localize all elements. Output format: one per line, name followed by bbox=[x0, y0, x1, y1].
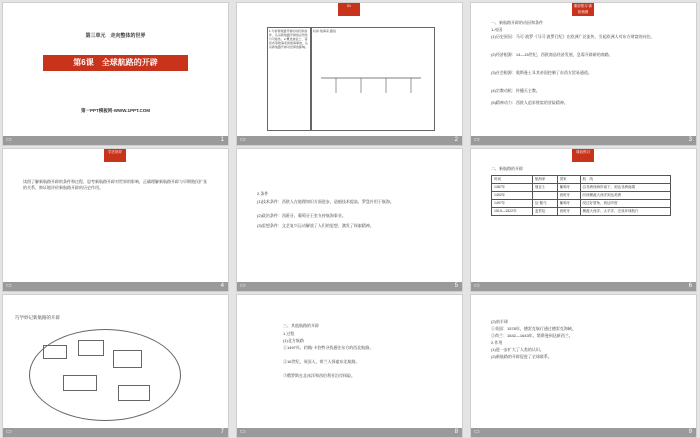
slide-thumbnail[interactable] bbox=[471, 295, 696, 437]
slide-number: 4 bbox=[220, 283, 224, 289]
table-cell: 葡萄牙 bbox=[557, 184, 580, 192]
footer-icon: ▭ bbox=[474, 429, 480, 435]
paragraph: (2)南半球 bbox=[491, 319, 508, 324]
paragraph: (1)北方航路 bbox=[283, 338, 304, 343]
table-cell bbox=[532, 192, 557, 200]
paragraph: (1)进一步扩大了人类的认识。 bbox=[491, 347, 544, 352]
footer-icon: ▭ bbox=[474, 283, 480, 289]
section-tag: 课前预习 bbox=[572, 149, 594, 162]
heading: 三、其他航路的开辟 bbox=[283, 323, 319, 328]
subheading: 1.动因 bbox=[491, 27, 503, 32]
slide-thumbnail[interactable] bbox=[237, 295, 462, 437]
route-map bbox=[311, 27, 435, 131]
footer-icon: ▭ bbox=[240, 429, 246, 435]
heading: 2.条件 bbox=[257, 191, 269, 196]
heading: 一、新航路开辟的动因和条件 bbox=[491, 20, 543, 25]
table-cell: 1519—1522年 bbox=[492, 208, 533, 216]
paragraph: (1)技术条件：西欧人在地理知识方面进步，造船技术提高，罗盘针用于航海。 bbox=[257, 199, 394, 204]
slide-thumbnail[interactable] bbox=[3, 149, 228, 291]
paragraph: ①英国：1578年，德雷克航行通过德雷克海峡。 bbox=[491, 326, 576, 331]
slide-number: 2 bbox=[454, 137, 458, 143]
paragraph: ②16世纪，英国人、荷兰人探索东北航路。 bbox=[283, 359, 360, 364]
table-row bbox=[492, 208, 671, 216]
diagram-node bbox=[43, 345, 67, 359]
diagram-node bbox=[113, 350, 142, 368]
slide-footer bbox=[3, 282, 228, 291]
table-row bbox=[492, 184, 671, 192]
slide-footer bbox=[471, 282, 696, 291]
table-cell: 1487年 bbox=[492, 184, 533, 192]
header-cell: 航海家 bbox=[532, 176, 557, 184]
table-cell: 沿非洲西海岸南下，到达非洲南端 bbox=[580, 184, 670, 192]
table-cell: 向西横渡大西洋到达美洲 bbox=[580, 192, 670, 200]
footer-icon: ▭ bbox=[6, 137, 12, 143]
site-url: 第一PPT模板网-WWW.1PPT.COM bbox=[81, 108, 150, 113]
paragraph: (5)精神动力：西欧人追求财富的冒险精神。 bbox=[491, 100, 568, 105]
paragraph: 2.作用 bbox=[491, 340, 503, 345]
body-text: 读图了解新航路开辟的条件和过程，思考新航路开辟对世界的影响，正确理解新航路开辟与早期殖民扩张的关系，辩证地评价新航路开辟的历史作用。 bbox=[23, 179, 207, 190]
slide-thumbnail[interactable] bbox=[471, 149, 696, 291]
slide-footer bbox=[471, 136, 696, 145]
slide-footer bbox=[237, 136, 462, 145]
footer-icon: ▭ bbox=[240, 137, 246, 143]
slide-number: 7 bbox=[220, 429, 224, 435]
heading: 二、新航路的开辟 bbox=[491, 166, 523, 171]
paragraph: (3)社会根源：奥斯曼土耳其帝国控制了东西方贸易通道。 bbox=[491, 70, 592, 75]
slide-number: 8 bbox=[454, 429, 458, 435]
section-tag: 课前预习·新知梳理 bbox=[573, 4, 593, 14]
paragraph: (3)思想条件：文艺复兴运动解放了人们的思想，激发了探索精神。 bbox=[257, 223, 374, 228]
paragraph: (2)政治条件：西班牙、葡萄牙王室支持航海事业。 bbox=[257, 213, 346, 218]
slide-thumbnail[interactable] bbox=[3, 3, 228, 145]
slide-number: 9 bbox=[688, 429, 692, 435]
diagram-node bbox=[63, 375, 97, 391]
table-cell: 1492年 bbox=[492, 192, 533, 200]
slide-thumbnail[interactable] bbox=[471, 3, 696, 145]
slide-title: 巧学妙记新航路的开辟 bbox=[15, 315, 60, 320]
table-cell: 迪亚士 bbox=[532, 184, 557, 192]
slide-number: 6 bbox=[688, 283, 692, 289]
diagram-node bbox=[118, 385, 150, 401]
slide-number: 5 bbox=[454, 283, 458, 289]
header-cell: 时间 bbox=[492, 176, 533, 184]
route-diagram bbox=[316, 48, 426, 108]
table-cell: 1497年 bbox=[492, 200, 533, 208]
paragraph: 1.过程 bbox=[283, 331, 295, 336]
slide-footer bbox=[237, 282, 462, 291]
map-header: 时间·航海家·路线 bbox=[313, 29, 336, 33]
paragraph: (2)新航路的开辟促进了全球联系。 bbox=[491, 354, 552, 359]
header-cell: 航 线 bbox=[580, 176, 670, 184]
table-cell: 横渡大西洋、太平洋，完成环球航行 bbox=[580, 208, 670, 216]
objective-text: 1.分析新航路开辟的动因和条件，认识新航路开辟的必然性与可能性。2.概述迪亚士、哥伦布等航海家的航海事迹，认识新航路开辟对世界的影响。 bbox=[267, 27, 311, 131]
lesson-title: 第6课 全球航路的开辟 bbox=[73, 58, 158, 67]
slide-footer bbox=[471, 428, 696, 437]
paragraph: ①1497年，约翰·卡伯特寻找通往东方的西北航路。 bbox=[283, 345, 374, 350]
slide-footer bbox=[237, 428, 462, 437]
table-cell: 麦哲伦 bbox=[532, 208, 557, 216]
table-header-row bbox=[492, 176, 671, 184]
footer-icon: ▭ bbox=[240, 283, 246, 289]
table-cell: 绕过好望角，到达印度 bbox=[580, 200, 670, 208]
slide-number: 3 bbox=[688, 137, 692, 143]
table-cell: 西班牙 bbox=[557, 192, 580, 200]
diagram-node bbox=[78, 340, 104, 356]
section-tag: 01 bbox=[338, 3, 360, 16]
table-cell: 葡萄牙 bbox=[557, 200, 580, 208]
paragraph: ③俄罗斯在北冰洋和西伯利亚沿岸探险。 bbox=[283, 373, 355, 378]
world-map-diagram bbox=[29, 329, 181, 421]
table-row bbox=[492, 192, 671, 200]
section-tag: 学法指导 bbox=[104, 149, 126, 162]
paragraph: ②荷兰：1642—1643年，塔斯曼到达新西兰。 bbox=[491, 333, 573, 338]
footer-icon: ▭ bbox=[6, 283, 12, 289]
slide-footer bbox=[3, 136, 228, 145]
slide-thumbnail[interactable] bbox=[237, 149, 462, 291]
header-cell: 国家 bbox=[557, 176, 580, 184]
voyage-table bbox=[491, 175, 671, 216]
paragraph: (2)经济根源：14—15世纪，西欧商品经济发展，急需开辟新的商路。 bbox=[491, 52, 613, 57]
table-row bbox=[492, 200, 671, 208]
slide-thumbnail[interactable] bbox=[3, 295, 228, 437]
slide-thumbnail[interactable] bbox=[237, 3, 462, 145]
slide-number: 1 bbox=[220, 137, 224, 143]
paragraph: (4)宗教动机：传播天主教。 bbox=[491, 88, 540, 93]
footer-icon: ▭ bbox=[474, 137, 480, 143]
table-cell: 西班牙 bbox=[557, 208, 580, 216]
footer-icon: ▭ bbox=[6, 429, 12, 435]
paragraph: (1)历史原因：马可·波罗《马可·波罗行纪》在欧洲广泛流传，引起欧洲人对东方财富的向往。 bbox=[491, 34, 655, 39]
slide-footer bbox=[3, 428, 228, 437]
table-cell: 达·伽马 bbox=[532, 200, 557, 208]
unit-title: 第三单元 走向整体的世界 bbox=[85, 33, 146, 39]
